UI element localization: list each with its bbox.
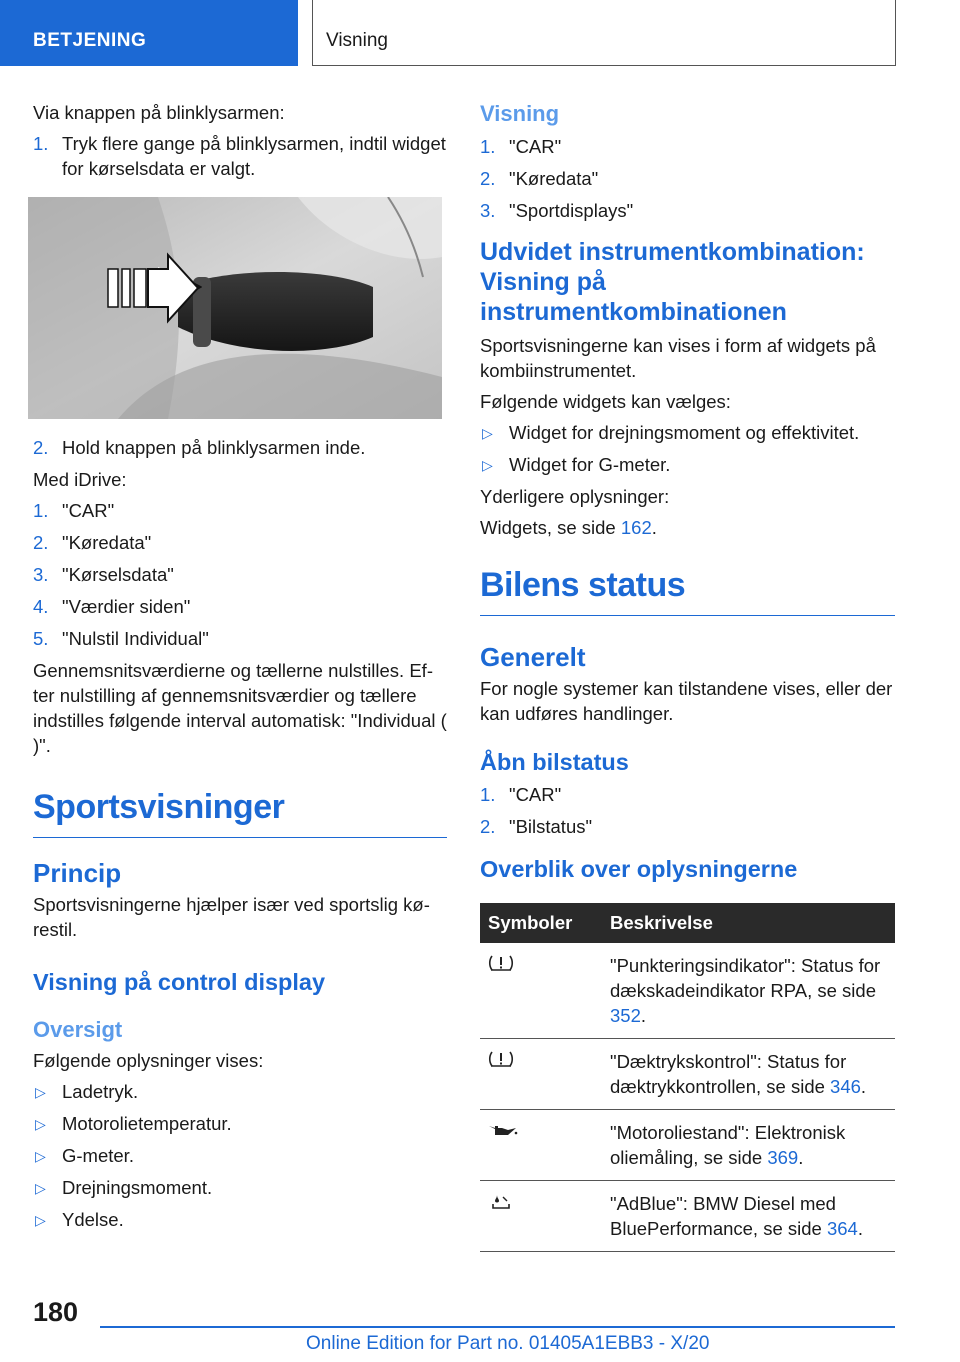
right-column	[480, 100, 895, 1252]
page-link-162[interactable]: 162	[620, 517, 652, 538]
extended-text: Sportsvisningerne kan vises i form af widgets på kombiinstrumentet.	[480, 335, 876, 381]
description-cell	[602, 943, 895, 1039]
list-item	[33, 1111, 447, 1136]
turn-signal-lever-photo	[28, 197, 442, 419]
description-cell	[602, 1110, 895, 1181]
idrive-label: Med iDrive:	[33, 469, 127, 490]
list-item	[33, 594, 447, 619]
heading-overview-info: Overblik over oplysningerne	[480, 856, 798, 882]
item-text: Widget for drejningsmoment og effektivitet.	[509, 422, 860, 443]
lever-illustration	[28, 197, 442, 419]
item-text: Ladetryk.	[62, 1081, 139, 1102]
footer-divider	[100, 1326, 895, 1328]
list-item	[33, 1207, 447, 1232]
principle-text: Sportsvisningerne hjælper især ved sportslig kørestil.	[33, 894, 430, 940]
step-number: 2.	[33, 437, 49, 458]
list-item	[480, 198, 895, 223]
heading-visning: Visning	[480, 101, 560, 126]
step-text: Tryk flere gange på blinklysarmen, indtil widget for kørselsdata er valgt.	[62, 133, 446, 179]
chapter-title: Visning	[312, 0, 896, 66]
step-number: 3.	[33, 564, 49, 585]
ref-end: .	[651, 517, 657, 538]
step-text: "Sportdisplays"	[509, 200, 634, 221]
tire-pressure-icon	[488, 1049, 514, 1069]
more-info-label: Yderligere oplysninger:	[480, 486, 670, 507]
list-item	[480, 166, 895, 191]
page-link-369[interactable]: 369	[767, 1147, 799, 1168]
symbol-cell	[480, 943, 602, 1039]
overview-text: Følgende oplysninger vises:	[33, 1050, 264, 1071]
steps-list-a	[33, 131, 447, 181]
heading-open-bilstatus: Åbn bilstatus	[480, 749, 629, 775]
list-item	[33, 131, 447, 181]
visning-steps-list	[480, 134, 895, 223]
edition-text: Online Edition for Part no. 01405A1EBB3 - X/20	[306, 1333, 710, 1354]
list-item	[33, 1079, 447, 1104]
step-number: 2.	[480, 816, 496, 837]
widgets-label: Følgende widgets kan vælges:	[480, 391, 731, 412]
triangle-bullet-icon: ▷	[35, 1116, 46, 1132]
page-number: 180	[33, 1297, 79, 1327]
list-item	[480, 134, 895, 159]
table-row	[480, 1181, 895, 1252]
triangle-bullet-icon: ▷	[482, 457, 493, 473]
step-text: "CAR"	[509, 784, 562, 805]
triangle-bullet-icon: ▷	[482, 425, 493, 441]
widgets-reference	[480, 515, 895, 540]
overview-list	[33, 1079, 447, 1232]
description-text: "Punkteringsindikator": Status for dækskadeindikator RPA, se side	[610, 955, 881, 1001]
step-text: "Værdier siden"	[62, 596, 191, 617]
step-text: "Bilstatus"	[509, 816, 593, 837]
idrive-steps-list	[33, 498, 447, 651]
open-steps-list	[480, 782, 895, 839]
step-number: 5.	[33, 628, 49, 649]
widgets-list	[480, 420, 895, 477]
item-text: Widget for G-meter.	[509, 454, 671, 475]
list-item	[33, 1175, 447, 1200]
step-number: 3.	[480, 200, 496, 221]
step-number: 1.	[480, 136, 496, 157]
item-text: Drejningsmoment.	[62, 1177, 213, 1198]
section-tab[interactable]: BETJENING	[0, 0, 298, 66]
triangle-bullet-icon: ▷	[35, 1212, 46, 1228]
step-number: 2.	[480, 168, 496, 189]
table-row	[480, 1039, 895, 1110]
description-end: .	[857, 1218, 863, 1239]
step-number: 2.	[33, 532, 49, 553]
list-item	[33, 435, 447, 460]
list-item	[33, 1143, 447, 1168]
item-text: Ydelse.	[62, 1209, 124, 1230]
symbol-cell	[480, 1039, 602, 1110]
description-end: .	[640, 1005, 647, 1026]
list-item	[33, 498, 447, 523]
step-text: "CAR"	[62, 500, 115, 521]
step-text: Hold knappen på blinklysarmen inde.	[62, 437, 366, 458]
heading-oversigt: Oversigt	[33, 1017, 123, 1042]
list-item	[33, 562, 447, 587]
triangle-bullet-icon: ▷	[35, 1148, 46, 1164]
reset-note: Gennemsnitsværdierne og tællerne nulstilles. Efter nulstilling af gennemsnitsværdier og tællere indstilles følgende interval automatisk: "Individual ( )".	[33, 660, 447, 756]
description-text: "Dæktrykskontrol": Status for dæktrykkontrollen, se side	[610, 1051, 847, 1097]
tire-warning-icon	[488, 953, 514, 973]
column-header-description: Beskrivelse	[602, 903, 895, 943]
item-text: Motorolietemperatur.	[62, 1113, 232, 1134]
heading-generelt: Generelt	[480, 642, 586, 672]
description-cell	[602, 1181, 895, 1252]
list-item	[33, 626, 447, 651]
page-link-364[interactable]: 364	[826, 1218, 858, 1239]
intro-text: Via knappen på blinklysarmen:	[33, 102, 285, 123]
step-number: 1.	[33, 500, 49, 521]
page-header	[0, 0, 960, 66]
description-cell	[602, 1039, 895, 1110]
description-end: .	[860, 1076, 867, 1097]
list-item	[33, 530, 447, 555]
triangle-bullet-icon: ▷	[35, 1180, 46, 1196]
general-text: For nogle systemer kan tilstandene vises, eller der kan udføres handlinger.	[480, 678, 893, 724]
column-header-symbols: Symboler	[480, 903, 602, 943]
heading-princip: Princip	[33, 858, 122, 888]
step-number: 1.	[480, 784, 496, 805]
description-text: "AdBlue": BMW Diesel med BluePerformance, se side	[610, 1193, 836, 1239]
heading-sportsvisninger: Sportsvisninger	[33, 788, 447, 838]
description-text: "Motoroliestand": Elektronisk oliemåling, se side	[610, 1122, 846, 1168]
triangle-bullet-icon: ▷	[35, 1084, 46, 1100]
status-table	[480, 903, 895, 1252]
step-text: "Nulstil Individual"	[62, 628, 209, 649]
step-number: 1.	[33, 133, 49, 154]
step-text: "CAR"	[509, 136, 562, 157]
oil-can-icon	[488, 1120, 518, 1140]
page-link-352[interactable]: 352	[610, 1005, 641, 1026]
steps-list-b	[33, 435, 447, 460]
symbol-cell	[480, 1181, 602, 1252]
table-row	[480, 943, 895, 1039]
symbol-cell	[480, 1110, 602, 1181]
list-item	[480, 420, 895, 445]
heading-control-display: Visning på control display	[33, 969, 326, 995]
list-item	[480, 782, 895, 807]
list-item	[480, 814, 895, 839]
heading-extended-cluster: Udvidet instrumentkombination: Visning på instrumentkombinationen	[480, 238, 865, 326]
step-text: "Køredata"	[62, 532, 152, 553]
page-link-346[interactable]: 346	[830, 1076, 861, 1097]
ref-text: Widgets, se side	[480, 517, 621, 538]
description-end: .	[798, 1147, 804, 1168]
step-text: "Køredata"	[509, 168, 599, 189]
left-column	[33, 100, 447, 1239]
step-text: "Kørselsdata"	[62, 564, 174, 585]
item-text: G-meter.	[62, 1145, 134, 1166]
step-number: 4.	[33, 596, 49, 617]
heading-bilens-status: Bilens status	[480, 566, 895, 616]
table-header-row	[480, 903, 895, 943]
list-item	[480, 452, 895, 477]
adblue-icon	[488, 1191, 514, 1211]
table-row	[480, 1110, 895, 1181]
